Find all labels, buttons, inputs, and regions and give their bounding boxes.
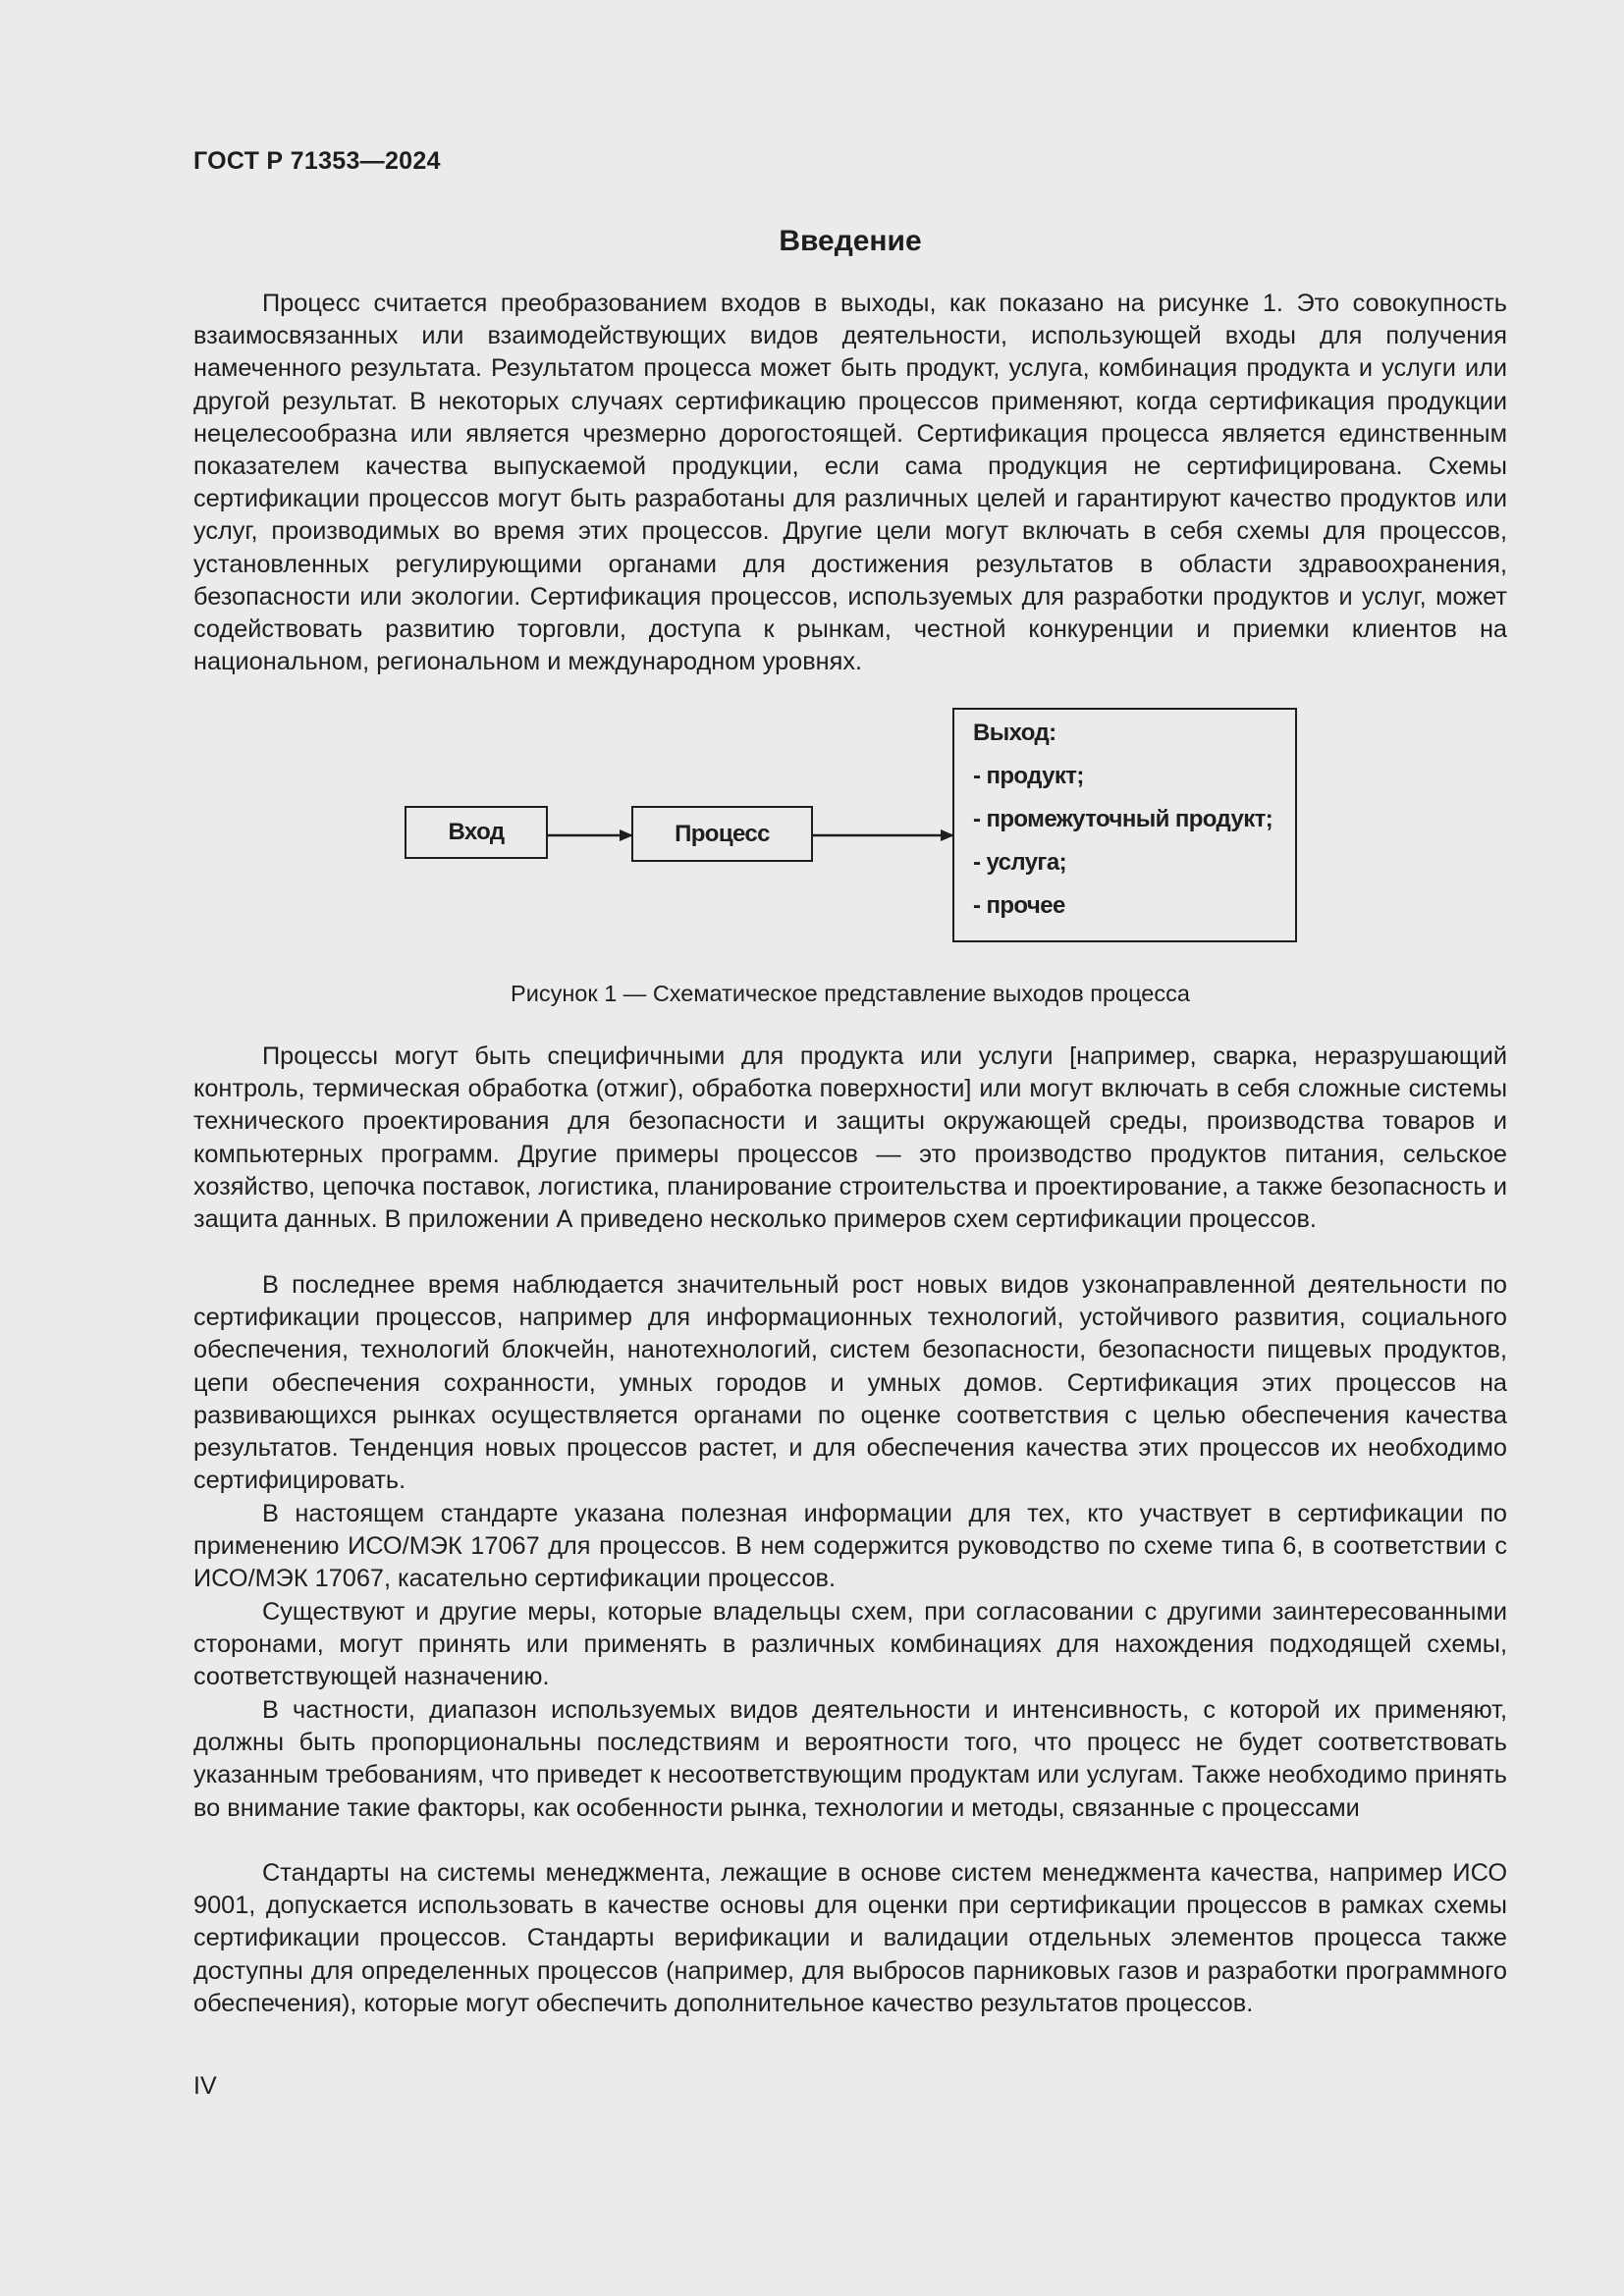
process-box-label: Процесс [675, 820, 770, 847]
figure-caption: Рисунок 1 — Схематическое представление выходов процесса [511, 981, 1190, 1006]
body-paragraph: В настоящем стандарте указана полезная информации для тех, кто участвует в сертификации по применению ИСО/МЭК 17067 для процессов. В нем содержится руководство по схеме типа 6, в соответствии с ИСО/МЭК 17067, касательно сертификации процессов. [193, 1500, 1507, 1593]
body-paragraph: Стандарты на системы менеджмента, лежащие в основе систем менеджмента качества, например ИСО 9001, допускается использовать в качестве основы для оценки при сертификации процессов в рамках схемы сертификации процессов. Стандарты верификации и валидации отдельных элементов процесса также доступны для определенных процессов (например, для выбросов парниковых газов и разработки программного обеспечения), которые могут обеспечить дополнительное качество результатов процессов. [193, 1859, 1507, 2017]
section-title: Введение [779, 225, 922, 257]
body-paragraph: В последнее время наблюдается значительный рост новых видов узконаправленной деятельности по сертификации процессов, например для информационных технологий, устойчивого развития, социального обеспечения, технологий блокчейн, нанотехнологий, систем безопасности, безопасности пищевых продуктов, цепи обеспечения сохранности, умных городов и умных домов. Сертификация этих процессов на развивающихся рынках осуществляется органами по оценке соответствия с целью обеспечения качества результатов. Тенденция новых процессов растет, и для обеспечения качества этих процессов их необходимо сертифицировать. [193, 1271, 1507, 1495]
output-item: - промежуточный продукт; [973, 806, 1273, 832]
body-paragraph: В частности, диапазон используемых видов деятельности и интенсивность, с которой их применяют, должны быть пропорциональны последствиям и вероятности того, что процесс не будет соответствовать указанным требованиям, что приведет к несоответствующим продуктам или услугам. Также необходимо принять во внимание такие факторы, как особенности рынка, технологии и методы, связанные с процессами [193, 1696, 1507, 1822]
input-box-label: Вход [448, 819, 505, 845]
intro-paragraph: Процесс считается преобразованием входов в выходы, как показано на рисунке 1. Это совокупность взаимосвязанных или взаимодействующих видов деятельности, использующей входы для получения намеченного результата. Результатом процесса может быть продукт, услуга, комбинация продукта и услуги или другой результат. В некоторых случаях сертификацию процессов применяют, когда сертификация продукции нецелесообразна или является чрезмерно дорогостоящей. Сертификация процесса является единственным показателем качества выпускаемой продукции, если сама продукция не сертифицирована. Схемы сертификации процессов могут быть разработаны для различных целей и гарантируют качество продуктов или услуг, производимых во время этих процессов. Другие цели могут включать в себя схемы для процессов, установленных регулирующими органами для достижения результатов в области здравоохранения, безопасности или экологии. Сертификация процессов, используемых для разработки продуктов и услуг, может содействовать развитию торговли, доступа к рынкам, честной конкуренции и приемки клиентов на национальном, региональном и международном уровнях. [193, 290, 1507, 676]
page-number: IV [193, 2072, 217, 2100]
body-paragraph: Процессы могут быть специфичными для продукта или услуги [например, сварка, неразрушающий контроль, термическая обработка (отжиг), обработка поверхности] или могут включать в себя сложные системы технического проектирования для безопасности и защиты окружающей среды, производства товаров и компьютерных программ. Другие примеры процессов — это производство продуктов питания, сельское хозяйство, цепочка поставок, логистика, планирование строительства и проектирование, а также безопасность и защита данных. В приложении А приведено несколько примеров схем сертификации процессов. [193, 1042, 1507, 1234]
body-paragraph: Существуют и другие меры, которые владельцы схем, при согласовании с другими заинтересованными сторонами, могут принять или применять в различных комбинациях для нахождения подходящей схемы, соответствующей назначению. [193, 1598, 1507, 1691]
output-item: - услуга; [973, 849, 1066, 876]
output-heading: Выход: [973, 720, 1056, 746]
output-box [952, 708, 1297, 942]
input-box [405, 806, 548, 859]
output-item: - продукт; [973, 763, 1084, 789]
document-header-id: ГОСТ Р 71353—2024 [193, 147, 441, 175]
process-box [631, 806, 813, 862]
output-item: - прочее [973, 892, 1065, 919]
